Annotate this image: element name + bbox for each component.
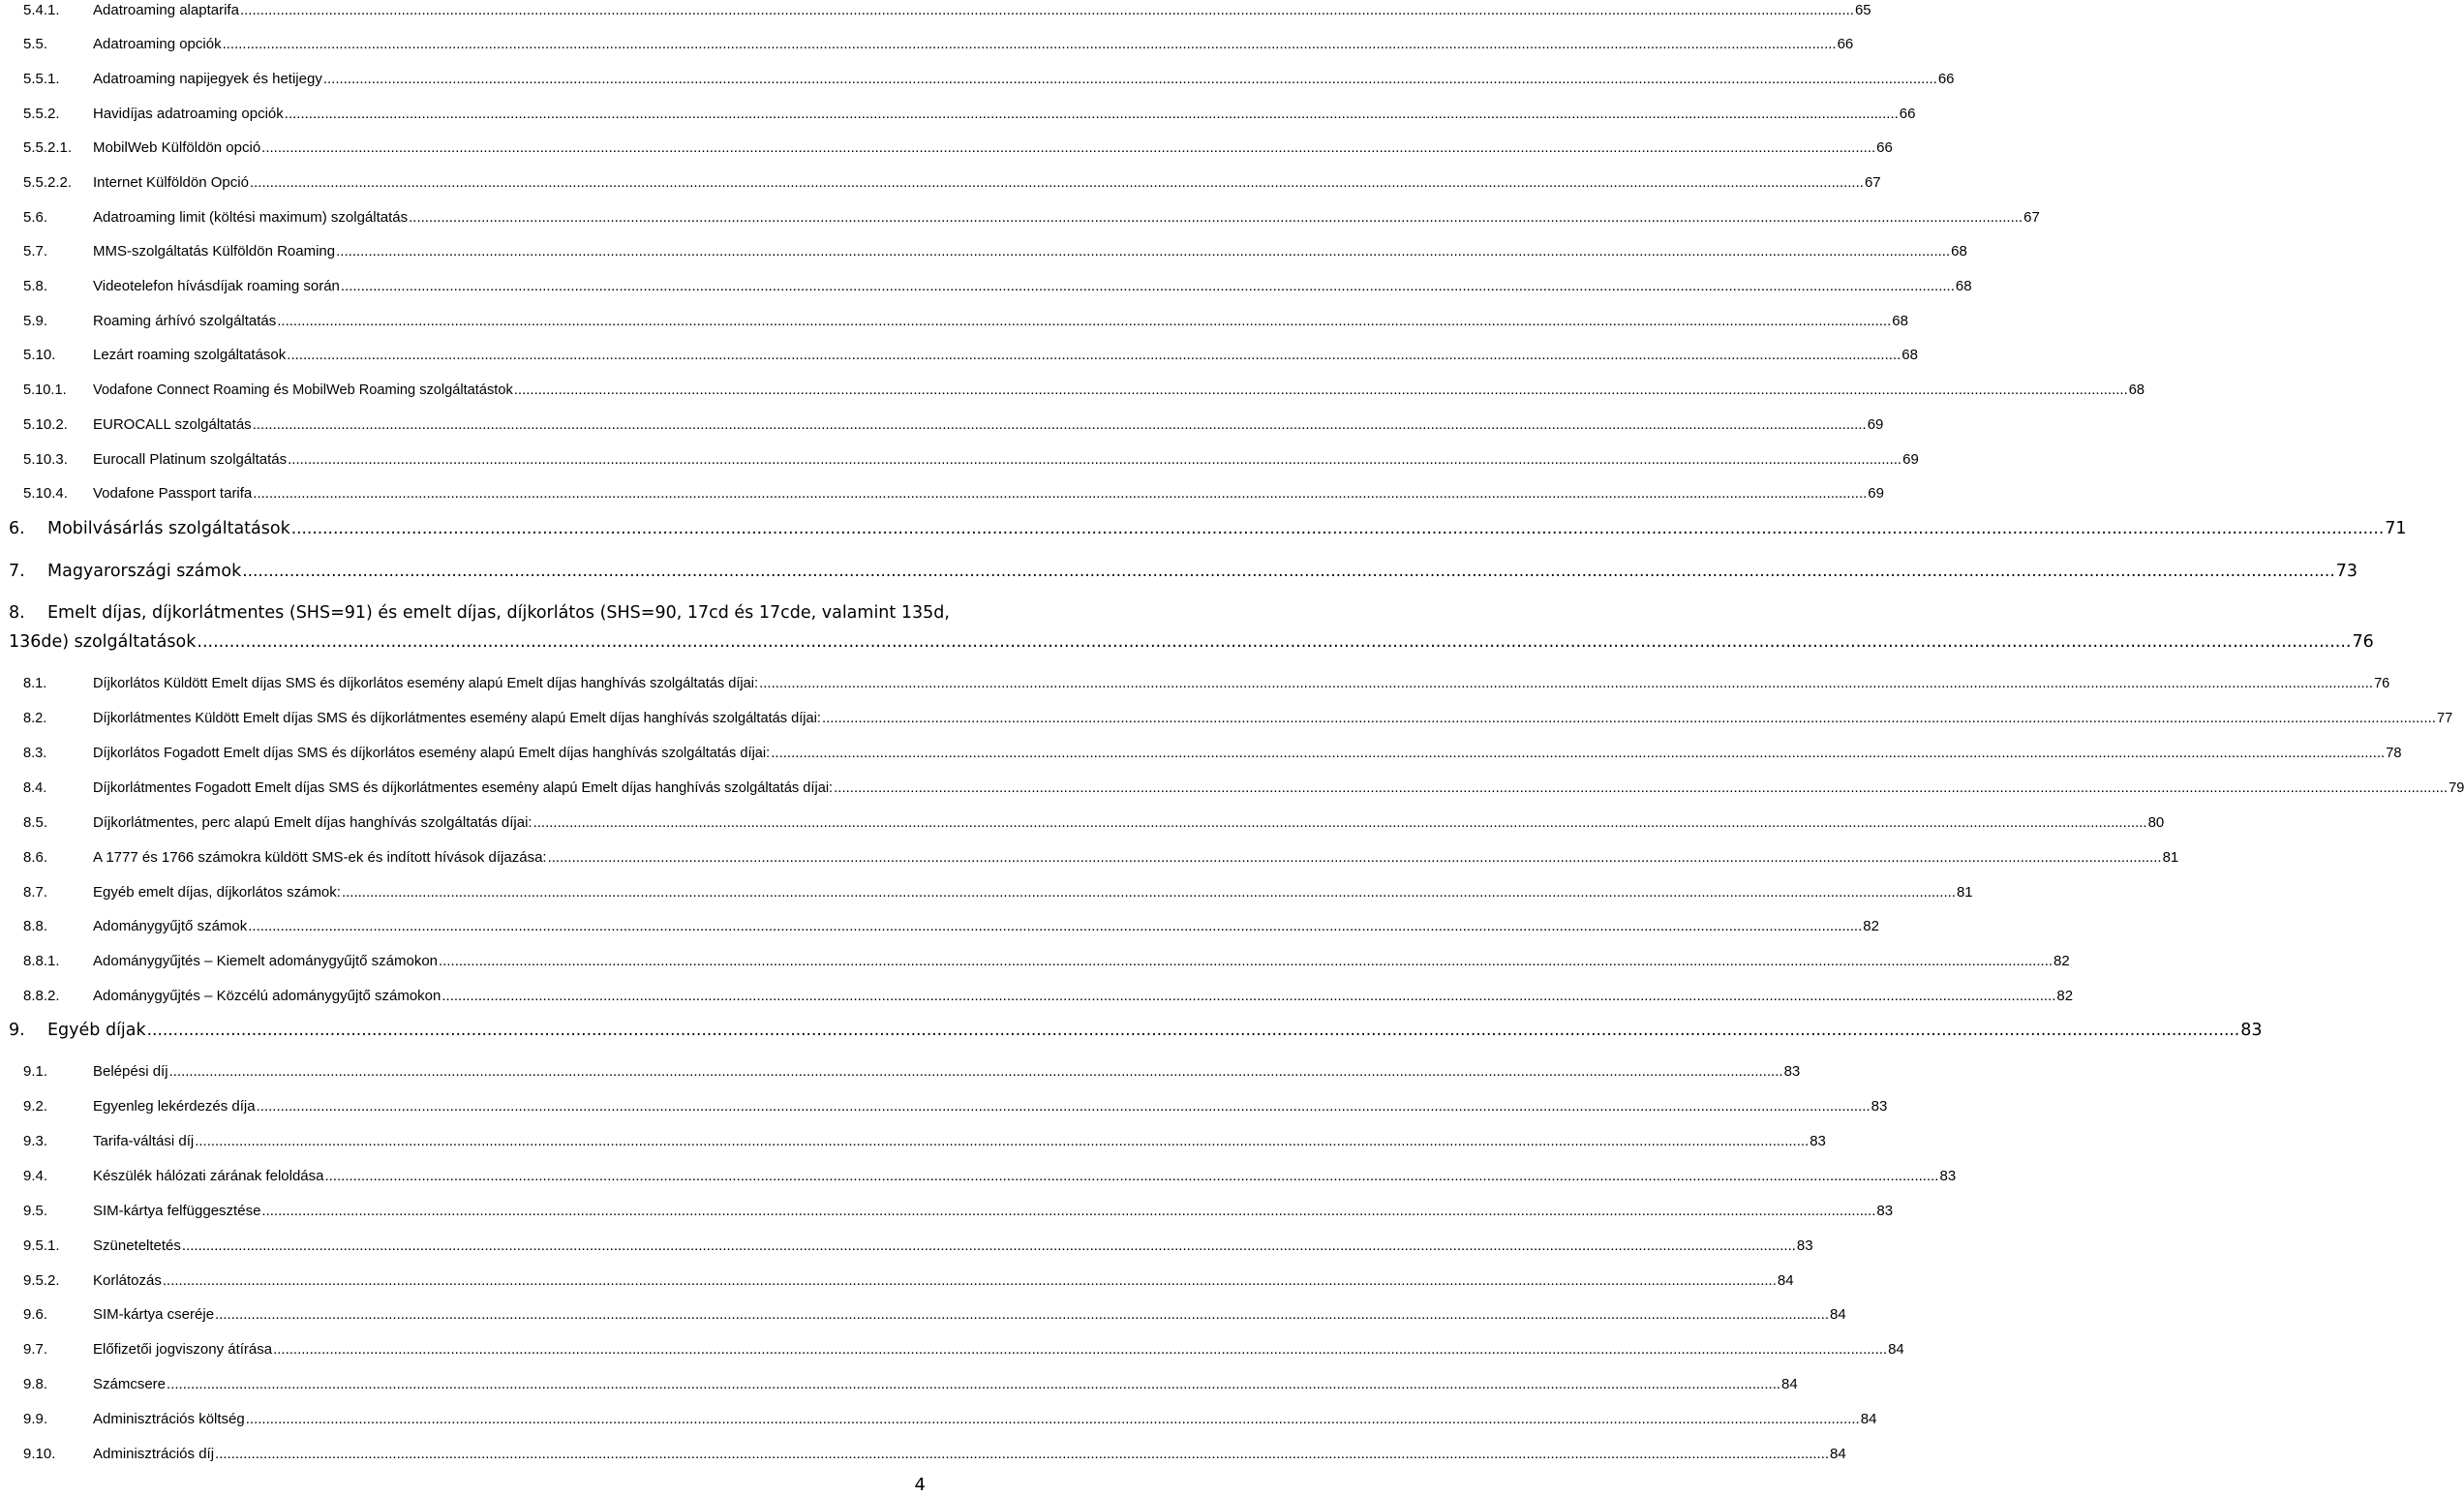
toc-entry-page: 76 — [2352, 632, 2374, 652]
toc-entry-page: 83 — [1871, 1098, 1888, 1115]
toc-entry-number: 9.2. — [23, 1098, 48, 1115]
toc-entry-page: 68 — [1892, 313, 1908, 329]
dot-leader — [195, 1133, 1809, 1150]
toc-entry[interactable] — [23, 1094, 1888, 1115]
toc-entry-page: 69 — [1868, 485, 1884, 502]
toc-entry-title: Egyéb díjak — [47, 1021, 146, 1040]
toc-entry[interactable] — [23, 1302, 1846, 1324]
toc-entry-number: 9.6. — [23, 1306, 48, 1323]
toc-entry-page: 84 — [1860, 1411, 1877, 1427]
toc-entry-title: Vodafone Connect Roaming és MobilWeb Roaming szolgáltatástok — [93, 382, 513, 398]
toc-entry[interactable] — [23, 1129, 1826, 1150]
toc-entry[interactable] — [23, 845, 2179, 867]
dot-leader — [257, 1098, 1871, 1115]
toc-entry-title: Szüneteltetés — [93, 1237, 181, 1254]
toc-entry-page: 83 — [1810, 1133, 1826, 1149]
toc-entry-title-continued: 136de) szolgáltatások — [9, 632, 197, 652]
toc-entry[interactable] — [23, 239, 1967, 260]
toc-entry-page: 84 — [1830, 1306, 1846, 1323]
toc-entry-title: Díjkorlátmentes Küldött Emelt díjas SMS és díjkorlátmentes esemény alapú Emelt díjas hanghívás szolgáltatás díjai: — [93, 711, 821, 726]
toc-entry-page: 84 — [1830, 1446, 1846, 1462]
toc-entry-title: SIM-kártya cseréje — [93, 1306, 215, 1323]
toc-entry-title: Eurocall Platinum szolgáltatás — [93, 451, 288, 468]
toc-entry[interactable] — [9, 561, 2358, 582]
toc-entry-title: Adománygyűjtés – Közcélú adománygyűjtő számokon — [93, 988, 441, 1004]
toc-entry-number: 5.10.4. — [23, 485, 68, 502]
toc-entry-page: 67 — [1864, 174, 1881, 191]
toc-entry[interactable] — [23, 914, 1879, 935]
dot-leader — [223, 36, 1837, 53]
dot-leader — [163, 1272, 1777, 1290]
toc-entry-number: 8.1. — [23, 676, 47, 691]
toc-entry-title: Adatroaming napijegyek és hetijegy — [93, 71, 322, 87]
toc-entry[interactable] — [23, 1442, 1846, 1463]
toc-entry-page: 69 — [1902, 451, 1919, 468]
toc-entry-page: 66 — [1937, 71, 1955, 87]
dot-leader — [822, 710, 2436, 727]
toc-entry-page: 82 — [1863, 918, 1879, 934]
toc-entry-number: 8.7. — [23, 884, 48, 901]
toc-entry-title: Emelt díjas, díjkorlátmentes (SHS=91) és emelt díjas, díjkorlátos (SHS=90, 17cd és 17cde, valamint 135d, — [47, 603, 950, 623]
toc-entry[interactable] — [23, 880, 1973, 901]
toc-entry-number: 9.5. — [23, 1203, 48, 1219]
toc-entry-number: 9.1. — [23, 1063, 48, 1080]
toc-entry-title: A 1777 és 1766 számokra küldött SMS-ek és indított hívások díjazása: — [93, 849, 547, 866]
toc-entry-page: 84 — [1781, 1376, 1798, 1392]
toc-entry-title: Internet Külföldön Opció — [93, 174, 249, 191]
toc-entry[interactable] — [23, 984, 2074, 1005]
toc-entry-number: 9.4. — [23, 1168, 48, 1184]
toc-entry-number: 5.5. — [23, 36, 48, 52]
toc-entry-number: 5.7. — [23, 243, 48, 260]
toc-entry-title: SIM-kártya felfüggesztése — [93, 1203, 261, 1219]
toc-entry-number: 5.10.1. — [23, 382, 67, 398]
toc-entry-title: Készülék hálózati zárának feloldása — [93, 1168, 324, 1184]
dot-leader — [759, 675, 2373, 692]
toc-entry-title: Egyenleg lekérdezés díja — [93, 1098, 256, 1115]
toc-entry[interactable] — [23, 741, 2402, 762]
toc-entry[interactable] — [9, 602, 950, 624]
toc-entry[interactable] — [23, 776, 2464, 797]
toc-entry-number: 8.4. — [23, 780, 47, 796]
toc-entry[interactable] — [23, 481, 1884, 503]
dot-leader — [439, 953, 2053, 970]
toc-entry[interactable] — [23, 810, 2165, 832]
toc-entry-page: 83 — [1876, 1203, 1894, 1219]
toc-entry-number: 8. — [9, 603, 25, 623]
dot-leader — [215, 1446, 1829, 1463]
dot-leader — [197, 631, 2351, 653]
toc-entry-title: Roaming árhívó szolgáltatás — [93, 313, 277, 329]
toc-entry[interactable] — [23, 343, 1918, 364]
dot-leader — [342, 884, 1956, 901]
toc-entry[interactable] — [23, 1337, 1904, 1359]
toc-entry[interactable] — [9, 1020, 2263, 1041]
dot-leader — [514, 382, 2128, 399]
toc-entry[interactable] — [23, 102, 1916, 123]
dot-leader — [341, 278, 1955, 295]
toc-entry-page: 84 — [1888, 1341, 1904, 1358]
toc-entry-title: Adatroaming opciók — [93, 36, 222, 52]
dot-leader — [285, 106, 1899, 123]
toc-entry-title: MMS-szolgáltatás Külföldön Roaming — [93, 243, 336, 260]
toc-entry-title: Lezárt roaming szolgáltatások — [93, 347, 287, 363]
toc-entry[interactable] — [23, 1268, 1794, 1290]
toc-entry-page: 66 — [1876, 139, 1893, 156]
toc-entry-title: Díjkorlátos Fogadott Emelt díjas SMS és díjkorlátos esemény alapú Emelt díjas hanghívás szolgáltatás díjai: — [93, 746, 771, 761]
toc-entry[interactable] — [23, 205, 2040, 227]
dot-leader — [253, 416, 1867, 434]
toc-entry-page: 83 — [2240, 1021, 2263, 1040]
toc-entry-number: 9.5.2. — [23, 1272, 60, 1289]
dot-leader — [287, 347, 1901, 364]
toc-entry-title: EUROCALL szolgáltatás — [93, 416, 252, 433]
toc-entry-page: 82 — [2056, 988, 2074, 1004]
toc-entry-page: 82 — [2053, 953, 2070, 969]
toc-entry-title: Havidíjas adatroaming opciók — [93, 106, 284, 122]
toc-entry-page: 71 — [2385, 519, 2407, 538]
toc-entry-title: Díjkorlátmentes, perc alapú Emelt díjas hanghívás szolgáltatás díjai: — [93, 814, 532, 831]
toc-entry-page: 66 — [1837, 36, 1854, 52]
dot-leader — [240, 2, 1854, 19]
dot-leader — [834, 779, 2448, 797]
toc-entry-page: 68 — [1955, 278, 1972, 294]
toc-entry-title: Magyarországi számok — [47, 562, 242, 581]
toc-entry-number: 9.7. — [23, 1341, 48, 1358]
toc-entry-number: 8.3. — [23, 746, 47, 761]
toc-entry[interactable] — [23, 32, 1854, 53]
dot-leader — [409, 209, 2023, 227]
toc-entry-number: 6. — [9, 519, 25, 538]
toc-entry-title: MobilWeb Külföldön opció — [93, 139, 261, 156]
dot-leader — [771, 745, 2385, 762]
toc-entry-continuation[interactable] — [9, 631, 2374, 653]
toc-entry-title: Belépési díj — [93, 1063, 168, 1080]
toc-entry-page: 67 — [2023, 209, 2040, 226]
toc-entry[interactable] — [9, 518, 2407, 539]
toc-entry-number: 5.10.2. — [23, 416, 68, 433]
toc-entry-page: 65 — [1854, 2, 1871, 18]
toc-entry-page: 79 — [2449, 780, 2464, 796]
dot-leader — [182, 1237, 1796, 1255]
dot-leader — [288, 451, 1901, 469]
toc-entry[interactable] — [23, 1164, 1957, 1185]
toc-entry-page: 83 — [1939, 1168, 1957, 1184]
toc-entry[interactable] — [23, 170, 1881, 192]
toc-entry[interactable] — [23, 67, 1955, 88]
toc-entry[interactable] — [23, 671, 2390, 692]
toc-entry-number: 5.10.3. — [23, 451, 68, 468]
dot-leader — [248, 918, 1862, 935]
toc-entry-number: 5.5.1. — [23, 71, 60, 87]
toc-entry-title: Díjkorlátmentes Fogadott Emelt díjas SMS és díjkorlátmentes esemény alapú Emelt díjas hanghívás szolgáltatás díjai: — [93, 780, 834, 796]
toc-entry-page: 77 — [2436, 711, 2453, 726]
toc-entry-title: Adománygyűjtés – Kiemelt adománygyűjtő számokon — [93, 953, 439, 969]
toc-entry[interactable] — [23, 412, 1884, 434]
dot-leader — [291, 518, 2385, 539]
toc-entry-number: 8.8.1. — [23, 953, 60, 969]
toc-entry-page: 83 — [1783, 1063, 1801, 1080]
toc-entry-page: 80 — [2147, 814, 2165, 831]
toc-entry-number: 9.10. — [23, 1446, 56, 1462]
toc-entry[interactable] — [23, 136, 1893, 157]
toc-entry-page: 81 — [1956, 884, 1973, 901]
toc-entry-title: Adománygyűjtő számok — [93, 918, 248, 934]
toc-entry[interactable] — [23, 1372, 1798, 1393]
toc-entry-page: 68 — [2128, 382, 2145, 398]
dot-leader — [167, 1376, 1780, 1393]
dot-leader — [242, 561, 2335, 582]
toc-entry-number: 9.8. — [23, 1376, 48, 1392]
toc-entry-title: Egyéb emelt díjas, díjkorlátos számok: — [93, 884, 341, 901]
toc-entry-number: 5.10. — [23, 347, 56, 363]
toc-entry-page: 73 — [2335, 562, 2358, 581]
toc-entry-page: 66 — [1899, 106, 1916, 122]
dot-leader — [147, 1020, 2240, 1041]
dot-leader — [250, 174, 1864, 192]
dot-leader — [324, 1168, 1938, 1185]
toc-entry-number: 9.3. — [23, 1133, 48, 1149]
toc-entry-number: 8.5. — [23, 814, 48, 831]
toc-entry-page: 78 — [2386, 746, 2402, 761]
dot-leader — [441, 988, 2055, 1005]
toc-entry-title: Mobilvásárlás szolgáltatások — [47, 519, 290, 538]
toc-entry-number: 8.2. — [23, 711, 47, 726]
toc-entry-number: 5.5.2.1. — [23, 139, 73, 156]
toc-entry-number: 5.5.2. — [23, 106, 60, 122]
dot-leader — [253, 485, 1867, 503]
toc-entry-title: Számcsere — [93, 1376, 167, 1392]
toc-entry-number: 5.9. — [23, 313, 48, 329]
toc-entry-title: Videotelefon hívásdíjak roaming során — [93, 278, 340, 294]
toc-entry-page: 68 — [1901, 347, 1918, 363]
toc-entry[interactable] — [23, 0, 1871, 19]
dot-leader — [246, 1411, 1860, 1428]
toc-entry[interactable] — [23, 706, 2453, 727]
toc-entry-number: 5.6. — [23, 209, 48, 226]
toc-entry-title: Adatroaming limit (költési maximum) szolgáltatás — [93, 209, 409, 226]
dot-leader — [169, 1063, 1783, 1081]
dot-leader — [277, 313, 1891, 330]
toc-entry-page: 69 — [1867, 416, 1884, 433]
toc-entry-number: 8.6. — [23, 849, 48, 866]
toc-entry-page: 68 — [1951, 243, 1967, 260]
toc-entry-title: Adminisztrációs költség — [93, 1411, 245, 1427]
toc-entry[interactable] — [23, 378, 2145, 399]
toc-entry-title: Adminisztrációs díj — [93, 1446, 215, 1462]
toc-entry-page: 84 — [1777, 1272, 1794, 1289]
dot-leader — [261, 1203, 1875, 1220]
toc-entry-number: 5.4.1. — [23, 2, 60, 18]
toc-entry[interactable] — [23, 1059, 1801, 1081]
toc-entry[interactable] — [23, 949, 2070, 970]
toc-entry[interactable] — [23, 1199, 1894, 1220]
toc-entry-title: Tarifa-váltási díj — [93, 1133, 195, 1149]
toc-entry-title: Díjkorlátos Küldött Emelt díjas SMS és díjkorlátos esemény alapú Emelt díjas hanghívás szolgáltatás díjai: — [93, 676, 759, 691]
dot-leader — [261, 139, 1875, 157]
dot-leader — [273, 1341, 1887, 1359]
toc-entry-page: 76 — [2374, 676, 2390, 691]
toc-entry[interactable] — [23, 1407, 1877, 1428]
toc-entry-page: 83 — [1796, 1237, 1813, 1254]
toc-entry-number: 9.5.1. — [23, 1237, 60, 1254]
toc-entry-page: 81 — [2162, 849, 2179, 866]
toc-entry-number: 7. — [9, 562, 25, 581]
toc-entry-number: 9.9. — [23, 1411, 48, 1427]
dot-leader — [215, 1306, 1829, 1324]
toc-entry-title: Korlátozás — [93, 1272, 162, 1289]
toc-entry-number: 5.5.2.2. — [23, 174, 73, 191]
dot-leader — [336, 243, 1950, 260]
toc-entry-number: 8.8. — [23, 918, 48, 934]
toc-entry[interactable] — [23, 274, 1972, 295]
toc-entry[interactable] — [23, 309, 1908, 330]
toc-entry-number: 5.8. — [23, 278, 48, 294]
dot-leader — [548, 849, 2162, 867]
toc-entry[interactable] — [23, 1234, 1813, 1255]
toc-entry-number: 8.8.2. — [23, 988, 60, 1004]
toc-entry[interactable] — [23, 447, 1919, 469]
toc-entry-number: 9. — [9, 1021, 25, 1040]
toc-entry-title: Adatroaming alaptarifa — [93, 2, 239, 18]
toc-entry-title: Előfizetői jogviszony átírása — [93, 1341, 273, 1358]
dot-leader — [533, 814, 2147, 832]
toc-entry-title: Vodafone Passport tarifa — [93, 485, 253, 502]
dot-leader — [323, 71, 1937, 88]
page-number: 4 — [914, 1475, 926, 1495]
